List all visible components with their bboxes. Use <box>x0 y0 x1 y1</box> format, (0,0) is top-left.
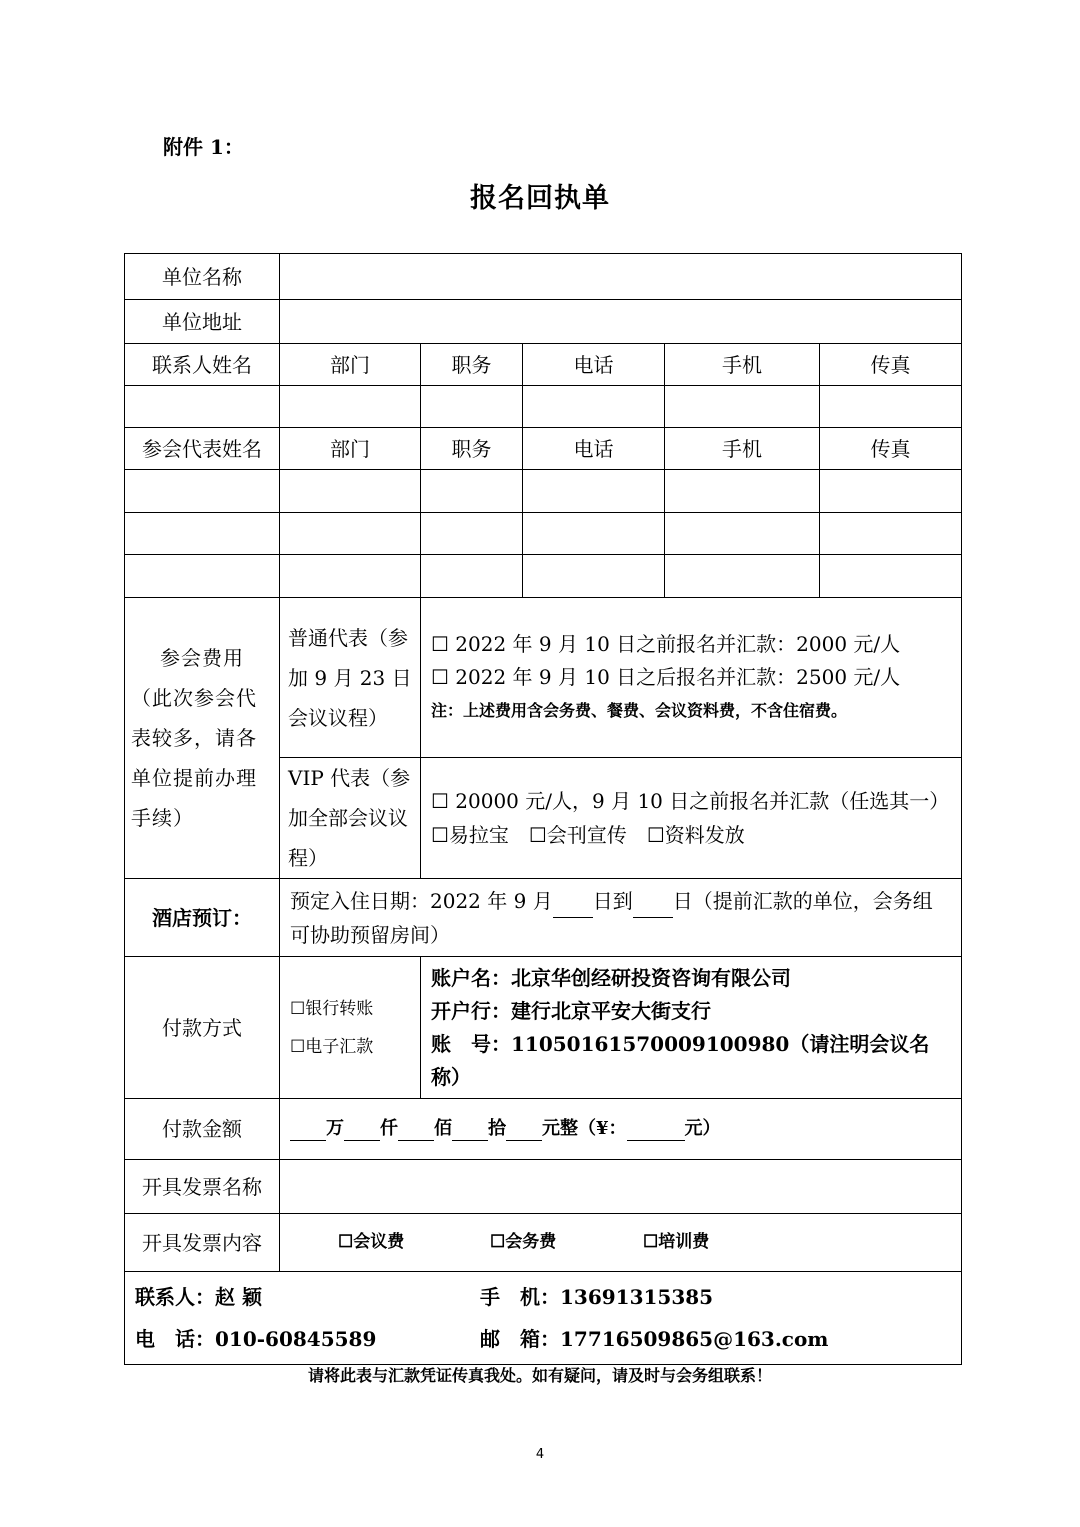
amount-unit-bai: 佰 <box>434 1118 452 1140</box>
payment-options <box>280 957 421 1099</box>
unit-name-label: 单位名称 <box>125 254 280 300</box>
delegate-department-field[interactable] <box>280 555 421 598</box>
contact-email: 邮 箱：17716509865@163.com <box>480 1327 829 1351</box>
delegate-mobile-field[interactable] <box>665 513 820 555</box>
delegate-position-field[interactable] <box>421 513 523 555</box>
table-row <box>125 386 962 428</box>
contact-phone-field[interactable] <box>523 386 665 428</box>
normal-fee-option-late[interactable]: ☐ 2022 年 9 月 10 日之后报名并汇款：2500 元/人 <box>431 665 901 689</box>
fee-label-note: （此次参会代表较多，请各单位提前办理手续） <box>131 686 257 830</box>
normal-fee-option-early[interactable]: ☐ 2022 年 9 月 10 日之前报名并汇款：2000 元/人 <box>431 632 901 656</box>
amount-yen-blank[interactable] <box>627 1120 685 1141</box>
delegate-phone-field[interactable] <box>523 470 665 513</box>
vip-fee-options <box>421 758 962 879</box>
unit-address-field[interactable] <box>280 300 962 344</box>
page-number: 4 <box>535 1447 545 1462</box>
payment-option-electronic[interactable]: ☐电子汇款 <box>290 1036 374 1057</box>
hotel-end-day-blank[interactable] <box>633 895 673 918</box>
unit-name-field[interactable] <box>280 254 962 300</box>
invoice-option-meeting[interactable]: ☐会议费 <box>338 1232 405 1253</box>
footer-note: 请将此表与汇款凭证传真我处。如有疑问，请及时与会务组联系！ <box>307 1366 772 1385</box>
amount-blank[interactable] <box>506 1120 542 1141</box>
account-number: 账 号：11050161570009100980（请注明会议名称） <box>431 1031 930 1089</box>
col-mobile: 手机 <box>665 428 820 470</box>
payment-amount-cell <box>280 1099 962 1160</box>
col-department: 部门 <box>280 428 421 470</box>
registration-form <box>124 253 962 1365</box>
delegate-mobile-field[interactable] <box>665 470 820 513</box>
delegate-fax-field[interactable] <box>820 470 962 513</box>
contact-mobile: 手 机：13691315385 <box>480 1285 714 1309</box>
hotel-text-b: 日到 <box>592 888 633 913</box>
table-row <box>125 470 962 513</box>
contact-fax-field[interactable] <box>820 386 962 428</box>
col-phone: 电话 <box>523 428 665 470</box>
invoice-content-label: 开具发票内容 <box>125 1214 280 1272</box>
delegate-mobile-field[interactable] <box>665 555 820 598</box>
contact-phone: 电 话：010-60845589 <box>135 1327 377 1351</box>
col-fax: 传真 <box>820 428 962 470</box>
delegate-phone-field[interactable] <box>523 555 665 598</box>
normal-delegate-label: 普通代表（参加 9 月 23 日会议议程） <box>280 598 421 758</box>
invoice-option-conference-service[interactable]: ☐会务费 <box>490 1232 557 1253</box>
unit-address-label: 单位地址 <box>125 300 280 344</box>
fee-label: 参会费用 <box>160 646 244 670</box>
col-phone: 电话 <box>523 344 665 386</box>
amount-unit-qian: 仟 <box>380 1118 398 1140</box>
amount-unit-wan: 万 <box>326 1118 344 1140</box>
fee-label-cell <box>125 598 280 879</box>
hotel-text-c: 日（提前汇款的单位，会务组可协助预留房间） <box>290 888 933 947</box>
contact-mobile-field[interactable] <box>665 386 820 428</box>
col-fax: 传真 <box>820 344 962 386</box>
delegate-department-field[interactable] <box>280 513 421 555</box>
amount-blank[interactable] <box>398 1120 434 1141</box>
hotel-booking-cell <box>280 879 962 957</box>
account-name: 账户名：北京华创经研投资咨询有限公司 <box>431 965 791 990</box>
hotel-label: 酒店预订： <box>125 879 280 957</box>
bank-branch: 开户行：建行北京平安大街支行 <box>431 998 711 1023</box>
delegate-name-field[interactable] <box>125 513 280 555</box>
invoice-name-field[interactable] <box>280 1160 962 1214</box>
delegate-phone-field[interactable] <box>523 513 665 555</box>
delegate-position-field[interactable] <box>421 470 523 513</box>
page-title: 报名回执单 <box>470 183 610 214</box>
contact-position-field[interactable] <box>421 386 523 428</box>
amount-unit-yuan: 元整（¥： <box>542 1118 627 1140</box>
invoice-name-label: 开具发票名称 <box>125 1160 280 1214</box>
delegate-department-field[interactable] <box>280 470 421 513</box>
contact-department-field[interactable] <box>280 386 421 428</box>
col-position: 职务 <box>421 344 523 386</box>
fee-note: 注：上述费用含会务费、餐费、会议资料费，不含住宿费。 <box>431 701 848 720</box>
amount-blank[interactable] <box>344 1120 380 1141</box>
hotel-start-day-blank[interactable] <box>553 895 593 918</box>
attachment-label: 附件 1： <box>163 135 244 159</box>
table-row <box>125 555 962 598</box>
delegate-fax-field[interactable] <box>820 555 962 598</box>
col-position: 职务 <box>421 428 523 470</box>
vip-fee-option[interactable]: ☐ 20000 元/人，9 月 10 日之前报名并汇款（任选其一） <box>431 789 950 813</box>
amount-tail: 元） <box>684 1118 721 1140</box>
delegate-name-field[interactable] <box>125 555 280 598</box>
invoice-content-options <box>280 1214 962 1272</box>
delegate-position-field[interactable] <box>421 555 523 598</box>
contact-name-header: 联系人姓名 <box>125 344 280 386</box>
delegate-name-field[interactable] <box>125 470 280 513</box>
bank-details <box>421 957 962 1099</box>
delegate-fax-field[interactable] <box>820 513 962 555</box>
col-department: 部门 <box>280 344 421 386</box>
payment-amount-label: 付款金额 <box>125 1099 280 1160</box>
vip-delegate-label: VIP 代表（参加全部会议议程） <box>280 758 421 879</box>
invoice-option-training[interactable]: ☐培训费 <box>643 1232 710 1253</box>
table-row <box>125 513 962 555</box>
col-mobile: 手机 <box>665 344 820 386</box>
amount-blank[interactable] <box>290 1120 326 1141</box>
normal-fee-options <box>421 598 962 758</box>
payment-option-bank-transfer[interactable]: ☐银行转账 <box>290 998 374 1019</box>
contact-info <box>125 1272 962 1365</box>
hotel-text-a: 预定入住日期：2022 年 9 月 <box>290 888 553 913</box>
contact-name-field[interactable] <box>125 386 280 428</box>
amount-unit-shi: 拾 <box>488 1118 506 1140</box>
amount-blank[interactable] <box>452 1120 488 1141</box>
delegate-name-header: 参会代表姓名 <box>125 428 280 470</box>
contact-person: 联系人：赵 颖 <box>135 1285 262 1309</box>
vip-benefit-options[interactable]: ☐易拉宝 ☐会刊宣传 ☐资料发放 <box>431 823 745 847</box>
payment-method-label: 付款方式 <box>125 957 280 1099</box>
